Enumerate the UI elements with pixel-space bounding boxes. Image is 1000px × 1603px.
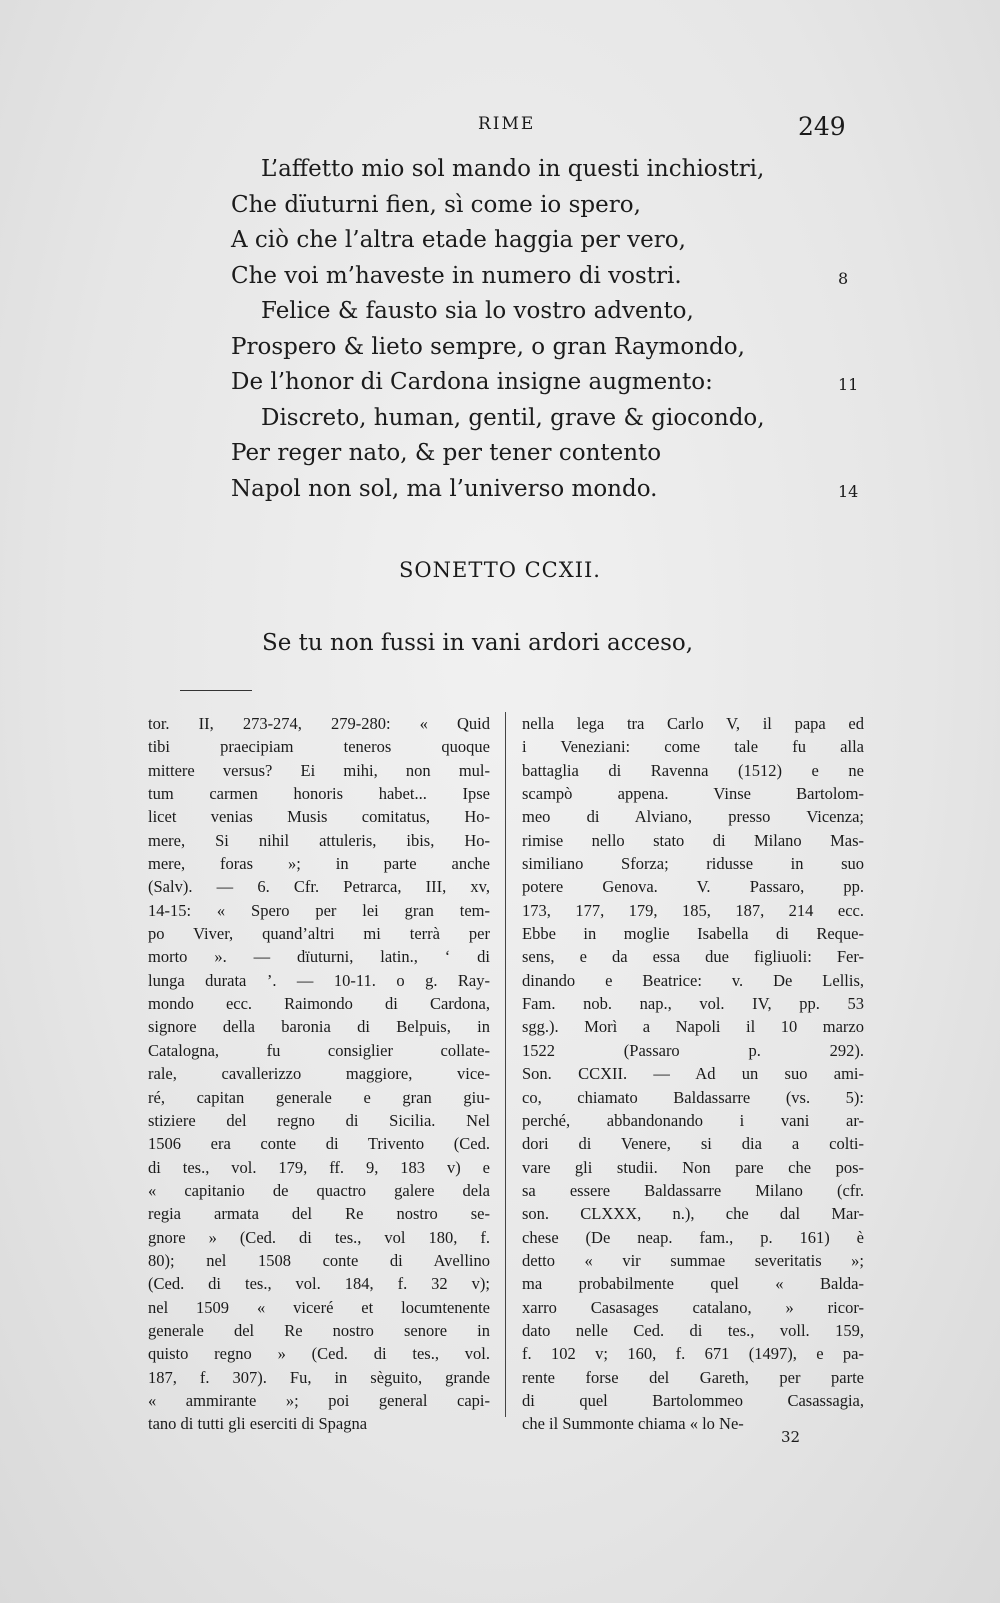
running-head: RIME [478,114,536,134]
note-line: detto « vir summae severitatis »; [522,1250,864,1270]
note-line: chese (De neap. fam., p. 161) è [522,1227,864,1247]
verse-text: Prospero & lieto sempre, o gran Raymondo, [231,333,745,360]
notes-column-left [148,712,490,1436]
note-line: Son. CCXII. — Ad un suo ami- [522,1064,864,1084]
note-line: 14-15: « Spero per lei gran tem- [148,900,490,920]
note-line: nel 1509 « viceré et locumtenente [148,1297,490,1317]
verse-text: Che voi m’haveste in numero di vostri. [231,262,682,289]
note-line: i Veneziani: come tale fu alla [522,737,864,757]
note-line: di tes., vol. 179, ff. 9, 183 v) e [148,1157,490,1177]
column-divider [505,712,506,1417]
page-number: 249 [798,112,846,141]
verse-line [231,330,871,366]
note-line: rale, cavallerizzo maggiore, vice- [148,1064,490,1084]
verse-text: Felice & fausto sia lo vostro advento, [261,298,694,324]
note-line: scampò appena. Vinse Bartolom- [522,784,864,804]
verse-line [231,188,871,224]
note-line: rente forse del Gareth, per parte [522,1367,864,1387]
note-line: Ebbe in moglie Isabella di Reque- [522,924,864,944]
note-line: xarro Casasages catalano, » ricor- [522,1297,864,1317]
verse-text: De l’honor di Cardona insigne augmento: [231,369,713,395]
note-line: di quel Bartolommeo Casassagia, [522,1390,864,1410]
note-line: Catalogna, fu consiglier collate- [148,1040,490,1060]
note-line: stiziere del regno di Sicilia. Nel [148,1110,490,1130]
note-line: (Ced. di tes., vol. 184, f. 32 v); [148,1274,490,1294]
note-line: co, chiamato Baldassarre (vs. 5): [522,1087,864,1107]
note-line: signore della baronia di Belpuis, in [148,1017,490,1037]
note-line: 187, f. 307). Fu, in sèguito, grande [148,1367,490,1387]
note-line: ma probabilmente quel « Balda- [522,1274,864,1294]
note-line: vare gli studii. Non pare che pos- [522,1157,864,1177]
note-line: rimise nello stato di Milano Mas- [522,830,864,850]
sonnet-first-line: Se tu non fussi in vani ardori acceso, [262,630,694,656]
note-line: licet venias Musis comitatus, Ho- [148,807,490,827]
note-line: potere Genova. V. Passaro, pp. [522,877,864,897]
note-line: gnore » (Ced. di tes., vol 180, f. [148,1227,490,1247]
note-line: lunga durata ’. — 10-11. o g. Ray- [148,970,490,990]
note-line: nella lega tra Carlo V, il papa ed [522,714,864,733]
note-line: generale del Re nostro senore in [148,1320,490,1340]
verse-line [231,401,871,437]
line-number: 14 [838,481,859,501]
verse-text: A ciò che l’altra etade haggia per vero, [231,227,686,253]
verse-line [231,294,871,330]
note-line: meo di Alviano, presso Vicenza; [522,807,864,827]
note-line: (Salv). — 6. Cfr. Petrarca, III, xv, [148,877,490,897]
note-line: similiano Sforza; ridusse in suo [522,854,864,874]
note-line: son. CLXXX, n.), che dal Mar- [522,1204,864,1224]
note-line: dinando e Beatrice: v. De Lellis, [522,970,864,990]
verse-line [231,259,871,295]
note-line: sa essere Baldassarre Milano (cfr. [522,1180,864,1200]
note-line: dato nelle Ced. di tes., voll. 159, [522,1320,864,1340]
note-line: mere, Si nihil attuleris, ibis, Ho- [148,830,490,850]
note-line: tum carmen honoris habet... Ipse [148,784,490,804]
note-line: mere, foras »; in parte anche [148,854,490,874]
verse-line [231,436,871,472]
note-line: mondo ecc. Raimondo di Cardona, [148,994,490,1014]
note-line: Fam. nob. nap., vol. IV, pp. 53 [522,994,864,1014]
verse-line [231,365,871,401]
note-line: « ammirante »; poi general capi- [148,1390,490,1410]
note-line: dori di Venere, si dia a colti- [522,1134,864,1154]
note-line: sgg.). Morì a Napoli il 10 marzo [522,1017,864,1037]
note-line: 1522 (Passaro p. 292). [522,1040,864,1060]
note-line: po Viver, quand’altri mi terrà per [148,924,490,944]
line-number: 8 [838,268,849,288]
note-line: mittere versus? Ei mihi, non mul- [148,760,490,780]
note-line: sens, e da essa due figliuoli: Fer- [522,947,864,967]
note-line: quisto regno » (Ced. di tes., vol. [148,1344,490,1364]
note-line: tano di tutti gli eserciti di Spagna [148,1414,368,1434]
note-line: battaglia di Ravenna (1512) e ne [522,760,864,780]
note-line: che il Summonte chiama « lo Ne- [522,1414,744,1434]
note-line: f. 102 v; 160, f. 671 (1497), e pa- [522,1344,864,1364]
notes-column-right [522,712,864,1436]
verse-line [231,223,871,259]
note-line: morto ». — dïuturni, latin., ‘ di [148,947,490,967]
verse-line [231,152,871,188]
verse-line [231,472,871,508]
note-line: tibi praecipiam teneros quoque [148,737,490,757]
sonnet-title: SONETTO CCXII. [399,558,601,582]
note-line: 173, 177, 179, 185, 187, 214 ecc. [522,900,864,920]
verse-text: Napol non sol, ma l’universo mondo. [231,475,658,502]
note-line: 80); nel 1508 conte di Avellino [148,1250,490,1270]
note-line: regia armata del Re nostro se- [148,1204,490,1224]
signature-mark: 32 [781,1428,801,1446]
note-line: perché, abbandonando i vani ar- [522,1110,864,1130]
verse-text: Che dïuturni fien, sì come io spero, [231,191,641,218]
verse-text: L’affetto mio sol mando in questi inchiostri, [261,156,765,182]
note-line: tor. II, 273-274, 279-280: « Quid [148,714,490,733]
note-line: 1506 era conte di Trivento (Ced. [148,1134,490,1154]
verse-text: Per reger nato, & per tener contento [231,440,662,466]
note-line: ré, capitan generale e gran giu- [148,1087,490,1107]
line-number: 11 [838,375,859,394]
note-line: « capitanio de quactro galere dela [148,1180,490,1200]
footnote-rule [180,690,252,691]
poem-stanza [231,152,871,507]
verse-text: Discreto, human, gentil, grave & giocondo, [261,404,765,431]
